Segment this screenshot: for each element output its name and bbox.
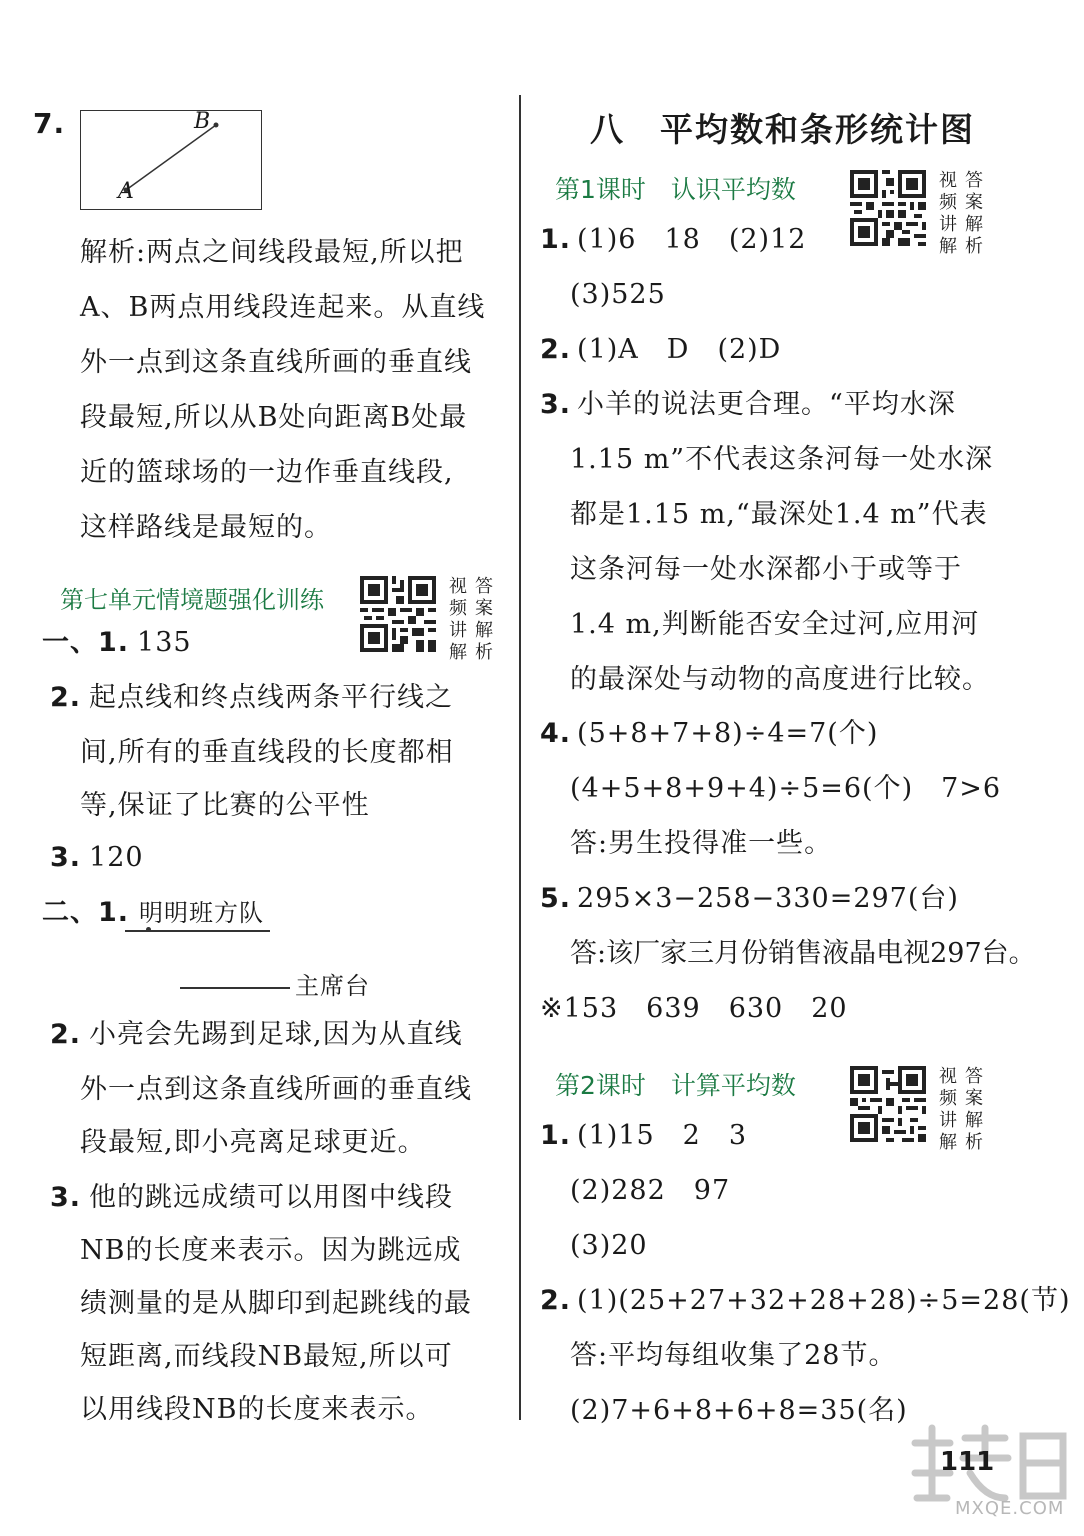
answer-line: (3)525 — [570, 279, 666, 310]
analysis-line: A、B两点用线段连起来。从直线 — [80, 292, 486, 323]
segment-ab — [126, 125, 216, 190]
answer-line: 2. (1)(25+27+32+28+28)÷5=28(节) — [540, 1285, 1071, 1316]
answer-line: 3. 120 — [50, 842, 144, 873]
answer-line: ※153 639 630 20 — [540, 993, 848, 1024]
answer-line: 4. (5+8+7+8)÷4=7(个) — [540, 718, 879, 749]
lesson2-title: 第2课时 计算平均数 — [555, 1071, 796, 1100]
qr-code-icon[interactable] — [360, 576, 436, 652]
stage-line — [180, 987, 290, 989]
answer-line: 一、1. 135 — [42, 627, 192, 658]
analysis-line: 外一点到这条直线所画的垂直线 — [80, 347, 472, 378]
analysis-line: 这样路线是最短的。 — [80, 512, 332, 543]
answer-line: (2)7+6+8+6+8=35(名) — [570, 1395, 908, 1426]
analysis-line: 近的篮球场的一边作垂直线段, — [80, 457, 454, 488]
answer-line: 都是1.15 m,“最深处1.4 m”代表 — [570, 499, 988, 530]
analysis-line: 解析:两点之间线段最短,所以把 — [80, 237, 464, 268]
answer-line: 二、1. 明明班方队 — [42, 897, 265, 928]
answer-line: 答:该厂家三月份销售液晶电视297台。 — [570, 938, 1036, 969]
answer-line: 答:平均每组收集了28节。 — [570, 1340, 897, 1371]
chapter-title: 八 平均数和条形统计图 — [590, 110, 975, 149]
answer-line: 答:男生投得准一些。 — [570, 828, 833, 859]
answer-line: 短距离,而线段NB最短,所以可 — [80, 1341, 453, 1372]
column-divider — [519, 95, 521, 1420]
answer-line: 间,所有的垂直线段的长度都相 — [80, 737, 454, 768]
analysis-line: 段最短,所以从B处向距离B处最 — [80, 402, 468, 433]
stage-label: 主席台 — [295, 972, 370, 1000]
unit7-section-title: 第七单元情境题强化训练 — [60, 586, 324, 614]
qr-video-label: 视 答频 案讲 解解 析 — [939, 1066, 983, 1153]
answer-line: 2. (1)A D (2)D — [540, 334, 782, 365]
answer-line: 1.15 m”不代表这条河每一处水深 — [570, 444, 994, 475]
answer-line: 3. 小羊的说法更合理。“平均水深 — [540, 389, 956, 420]
point-a-label: A — [118, 179, 134, 204]
answer-line: 1. (1)6 18 (2)12 — [540, 224, 807, 255]
point-b-label: B — [194, 109, 211, 134]
point-b — [214, 123, 219, 128]
answer-line: 绩测量的是从脚印到起跳线的最 — [80, 1288, 472, 1319]
qr-video-label: 视 答频 案讲 解解 析 — [939, 170, 983, 257]
answer-line: (4+5+8+9+4)÷5=6(个) 7>6 — [570, 773, 1002, 804]
qr-code-icon[interactable] — [850, 1066, 926, 1142]
segment-ab-diagram — [80, 110, 262, 210]
answer-line: 2. 起点线和终点线两条平行线之 — [50, 682, 454, 713]
answer-line: 5. 295×3−258−330=297(台) — [540, 883, 959, 914]
answer-line: 2. 小亮会先踢到足球,因为从直线 — [50, 1019, 463, 1050]
answer-line: 1. (1)15 2 3 — [540, 1120, 748, 1151]
qr-video-label: 视 答频 案讲 解解 析 — [449, 576, 493, 663]
lesson1-title: 第1课时 认识平均数 — [555, 175, 796, 204]
answer-line: 以用线段NB的长度来表示。 — [80, 1394, 434, 1425]
answer-line: (2)282 97 — [570, 1175, 731, 1206]
answer-line: 等,保证了比赛的公平性 — [80, 790, 370, 821]
team-point — [146, 927, 151, 932]
page-number: 111 — [940, 1447, 995, 1477]
answer-line: 的最深处与动物的高度进行比较。 — [570, 664, 990, 695]
answer-line: 外一点到这条直线所画的垂直线 — [80, 1074, 472, 1105]
watermark-text: MXQE.COM — [955, 1498, 1065, 1519]
qr-code-icon[interactable] — [850, 170, 926, 246]
question-7-number: 7. — [33, 107, 66, 140]
answer-line: NB的长度来表示。因为跳远成 — [80, 1235, 462, 1266]
answer-line: (3)20 — [570, 1230, 648, 1261]
answer-line: 段最短,即小亮离足球更近。 — [80, 1127, 426, 1158]
answer-line: 这条河每一处水深都小于或等于 — [570, 554, 962, 585]
answer-line: 1.4 m,判断能否安全过河,应用河 — [570, 609, 980, 640]
answer-line: 3. 他的跳远成绩可以用图中线段 — [50, 1182, 454, 1213]
question-7-figure — [80, 110, 262, 210]
